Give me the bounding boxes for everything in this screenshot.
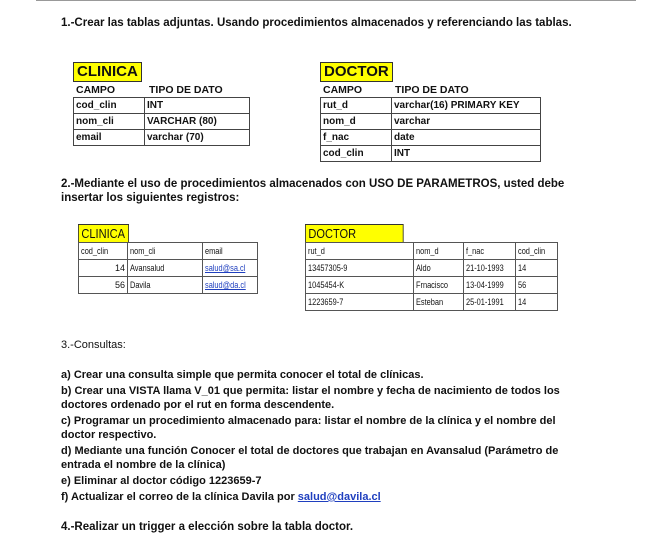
table-cell: nom_d (321, 114, 392, 130)
table-row (321, 146, 541, 162)
table-cell: Frnacisco (414, 277, 464, 294)
query-d: d) Mediante una función Conocer el total de doctores que trabajan en Avansalud (Parámetro de entrada el nombre de la clínica) (61, 445, 559, 471)
table-cell: INT (145, 98, 250, 114)
table-row (79, 260, 258, 277)
table-header-cell: email (203, 243, 258, 260)
table-cell: 14 (516, 294, 558, 311)
table-cell: 56 (516, 277, 558, 294)
table-row (321, 98, 541, 114)
query-f-text: f) Actualizar el correo de la clínica Davila por (61, 491, 298, 503)
section-1-title: 1.-Crear las tablas adjuntas. Usando procedimientos almacenados y referenciando las tablas. (61, 17, 572, 29)
table-cell: email (74, 130, 145, 146)
table-header-cell: cod_clin (79, 243, 128, 260)
clinica-data-title: CLINICA (78, 224, 129, 243)
table-cell: 14 (516, 260, 558, 277)
table-cell: Avansalud (128, 260, 203, 277)
table-header-cell: nom_cli (128, 243, 203, 260)
table-header-cell: nom_d (414, 243, 464, 260)
query-f (61, 490, 581, 504)
table-cell: 1223659-7 (306, 294, 414, 311)
table-row (74, 98, 250, 114)
query-e: e) Eliminar al doctor código 1223659-7 (61, 475, 262, 487)
table-cell: date (392, 130, 541, 146)
table-cell: Aldo (414, 260, 464, 277)
table-row (306, 243, 558, 260)
table-cell: INT (392, 146, 541, 162)
doctor-schema-table (320, 97, 541, 162)
section-2-title-line1: 2.-Mediante el uso de procedimientos almacenados con USO DE PARAMETROS, usted debe (61, 178, 565, 190)
table-cell: Davila (128, 277, 203, 294)
table-cell: 21-10-1993 (464, 260, 516, 277)
clinica-schema-title: CLINICA (73, 62, 142, 82)
table-cell: varchar (70) (145, 130, 250, 146)
table-header-cell: f_nac (464, 243, 516, 260)
table-row (306, 260, 558, 277)
table-header-cell: cod_clin (516, 243, 558, 260)
top-divider (36, 0, 636, 1)
table-row (306, 277, 558, 294)
section-3-title: 3.-Consultas: (61, 339, 126, 351)
email-link: salud@da.cl (205, 280, 246, 290)
doctor-data-table (305, 242, 558, 311)
clinica-data-table (78, 242, 258, 294)
table-row (321, 130, 541, 146)
doctor-schema-header-campo: CAMPO (323, 84, 363, 96)
table-row (306, 294, 558, 311)
table-cell: 1045454-K (306, 277, 414, 294)
doctor-schema-title: DOCTOR (320, 62, 393, 82)
doctor-schema-header-tipo: TIPO DE DATO (395, 84, 469, 96)
table-cell: rut_d (321, 98, 392, 114)
email-link[interactable]: salud@davila.cl (297, 491, 381, 503)
table-cell: nom_cli (74, 114, 145, 130)
email-link: salud@sa.cl (205, 263, 246, 273)
table-cell: f_nac (321, 130, 392, 146)
table-cell: cod_clin (321, 146, 392, 162)
table-cell: VARCHAR (80) (145, 114, 250, 130)
clinica-schema-table (73, 97, 250, 146)
clinica-schema-header-tipo: TIPO DE DATO (149, 84, 223, 96)
section-2-title-line2: insertar los siguientes registros: (61, 192, 240, 204)
table-cell: 13457305-9 (306, 260, 414, 277)
table-row (79, 277, 258, 294)
table-cell: varchar(16) PRIMARY KEY (392, 98, 541, 114)
table-cell: cod_clin (74, 98, 145, 114)
table-cell: Esteban (414, 294, 464, 311)
table-cell: 14 (79, 260, 128, 277)
section-4-title: 4.-Realizar un trigger a elección sobre la tabla doctor. (61, 521, 354, 533)
clinica-schema-header-campo: CAMPO (76, 84, 116, 96)
query-b: b) Crear una VISTA llama V_01 que permita: listar el nombre y fecha de nacimiento de todos los doctores ordenado por el rut en forma descendente. (61, 385, 560, 411)
table-cell: 13-04-1999 (464, 277, 516, 294)
table-cell: 56 (79, 277, 128, 294)
query-c: c) Programar un procedimiento almacenado para: listar el nombre de la clínica y el nombre del doctor respectivo. (61, 415, 556, 441)
table-row (321, 114, 541, 130)
table-cell[interactable] (203, 260, 258, 277)
query-a: a) Crear una consulta simple que permita conocer el total de clínicas. (61, 369, 424, 381)
table-cell: 25-01-1991 (464, 294, 516, 311)
table-row (74, 114, 250, 130)
doctor-data-title: DOCTOR (305, 224, 404, 243)
table-cell[interactable] (203, 277, 258, 294)
table-row (79, 243, 258, 260)
table-header-cell: rut_d (306, 243, 414, 260)
table-cell: varchar (392, 114, 541, 130)
table-row (74, 130, 250, 146)
